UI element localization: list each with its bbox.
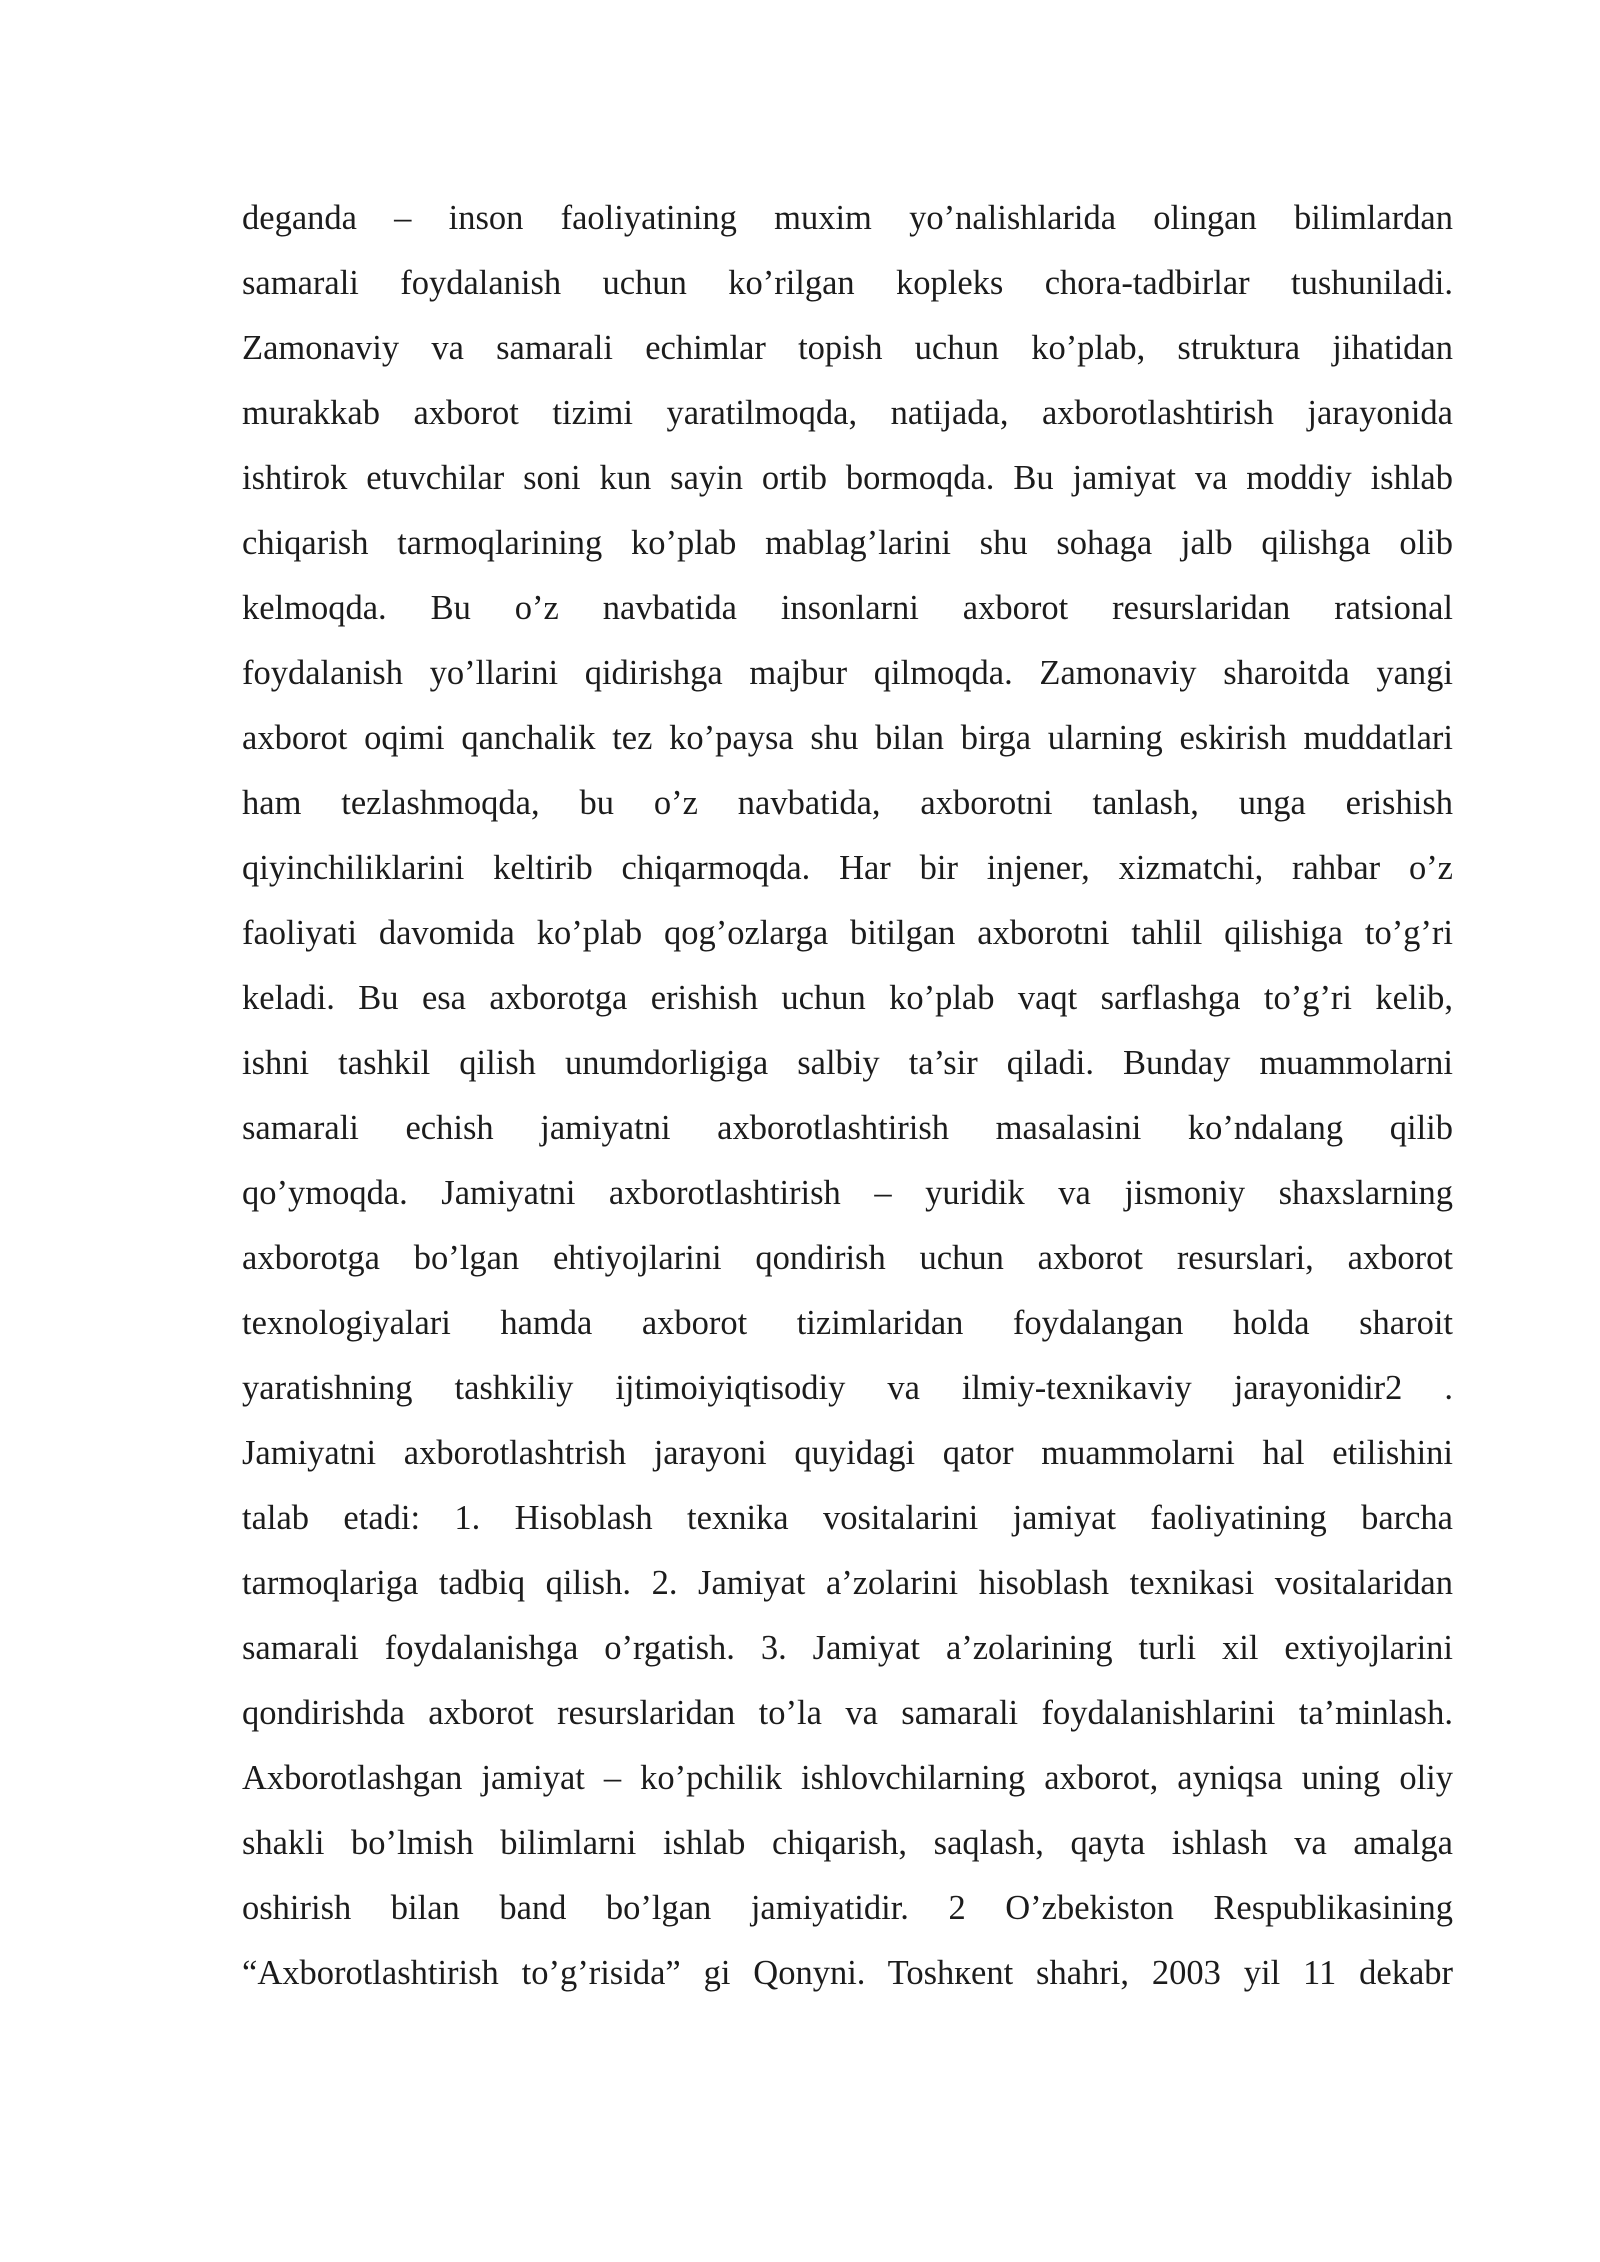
text-line: samarali foydalanish uchun ko’rilgan kopleks chora-tadbirlar tushuniladi. [242,264,1453,302]
text-line: qondirishda axborot resurslaridan to’la va samarali foydalanishlarini ta’minlash. [242,1694,1453,1732]
text-line: texnologiyalari hamda axborot tizimlaridan foydalangan holda sharoit [242,1304,1453,1342]
text-line: axborot oqimi qanchalik tez ko’paysa shu bilan birga ularning eskirish muddatlari [242,719,1453,757]
text-line: Axborotlashgan jamiyat – ko’pchilik ishlovchilarning axborot, ayniqsa uning oliy [242,1759,1453,1797]
text-line: “Axborotlashtirish to’g’risida” gi Qonyni. Toshкent shahri, 2003 yil 11 dekabr [242,1954,1453,1992]
text-line: kelmoqda. Bu o’z navbatida insonlarni axborot resurslaridan ratsional [242,589,1453,627]
text-line: ishni tashkil qilish unumdorligiga salbiy ta’sir qiladi. Bunday muammolarni [242,1044,1453,1082]
text-line: axborotga bo’lgan ehtiyojlarini qondirish uchun axborot resurslari, axborot [242,1239,1453,1277]
text-line: chiqarish tarmoqlarining ko’plab mablag’larini shu sohaga jalb qilishga olib [242,524,1453,562]
text-line: tarmoqlariga tadbiq qilish. 2. Jamiyat a’zolarini hisoblash texnikasi vositalaridan [242,1564,1453,1602]
text-line: ham tezlashmoqda, bu o’z navbatida, axborotni tanlash, unga erishish [242,784,1453,822]
text-line: qo’ymoqda. Jamiyatni axborotlashtirish – yuridik va jismoniy shaxslarning [242,1174,1453,1212]
text-line: faoliyati davomida ko’plab qog’ozlarga bitilgan axborotni tahlil qilishiga to’g’ri [242,914,1453,952]
text-line: ishtirok etuvchilar soni kun sayin ortib bormoqda. Bu jamiyat va moddiy ishlab [242,459,1453,497]
text-line: oshirish bilan band bo’lgan jamiyatidir. 2 O’zbekiston Respublikasining [242,1889,1453,1927]
text-line: foydalanish yo’llarini qidirishga majbur qilmoqda. Zamonaviy sharoitda yangi [242,654,1453,692]
text-line: shakli bo’lmish bilimlarni ishlab chiqarish, saqlash, qayta ishlash va amalga [242,1824,1453,1862]
body-paragraph [242,186,1453,2006]
text-line: keladi. Bu esa axborotga erishish uchun ko’plab vaqt sarflashga to’g’ri kelib, [242,979,1453,1017]
text-line: yaratishning tashkiliy ijtimoiyiqtisodiy va ilmiy-texnikaviy jarayonidir2 . [242,1369,1453,1407]
text-line: Zamonaviy va samarali echimlar topish uchun ko’plab, struktura jihatidan [242,329,1453,367]
text-line: samarali echish jamiyatni axborotlashtirish masalasini ko’ndalang qilib [242,1109,1453,1147]
text-line: Jamiyatni axborotlashtrish jarayoni quyidagi qator muammolarni hal etilishini [242,1434,1453,1472]
text-line: samarali foydalanishga o’rgatish. 3. Jamiyat a’zolarining turli xil extiyojlarini [242,1629,1453,1667]
text-line: qiyinchiliklarini keltirib chiqarmoqda. Har bir injener, xizmatchi, rahbar o’z [242,849,1453,887]
text-line: murakkab axborot tizimi yaratilmoqda, natijada, axborotlashtirish jarayonida [242,394,1453,432]
text-line: talab etadi: 1. Hisoblash texnika vositalarini jamiyat faoliyatining barcha [242,1499,1453,1537]
text-line: deganda – inson faoliyatining muxim yo’nalishlarida olingan bilimlardan [242,199,1453,237]
